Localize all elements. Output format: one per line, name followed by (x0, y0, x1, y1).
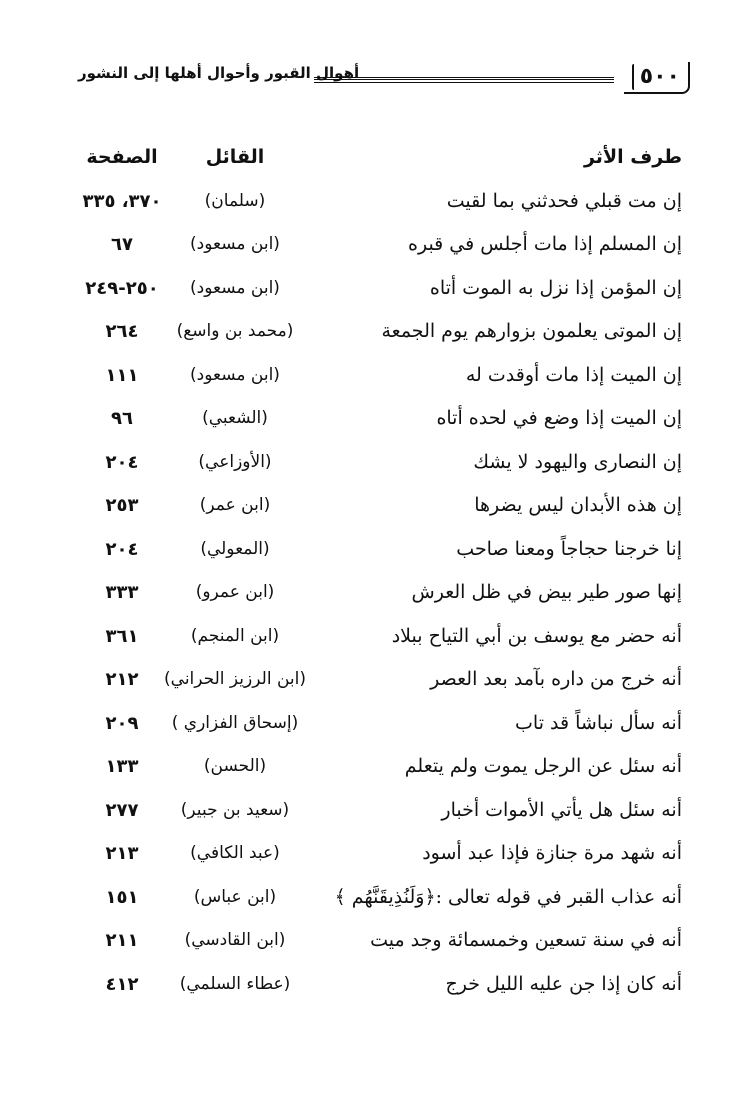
qail-name: (سعيد بن جبير) (180, 799, 290, 820)
qail-name: (الأوزاعي) (198, 451, 272, 472)
athar-text: إن المؤمن إذا نزل به الموت أتاه (429, 276, 682, 299)
athar-text: أنه خرج من داره بآمد بعد العصر (430, 668, 682, 690)
qail-name: (ابن الرزيز الحراني) (164, 669, 306, 689)
athar-text: أنه في سنة تسعين وخمسمائة وجد ميت (370, 929, 682, 951)
qail-name: (عطاء السلمي) (179, 973, 291, 994)
athar-text: أنه سئل هل يأتي الأموات أخبار (441, 798, 682, 821)
page-ref: ٢١٢ (105, 669, 139, 690)
athar-text: أنه سأل نباشاً قد تاب (515, 711, 682, 734)
table-body (70, 180, 682, 1007)
table-row (70, 180, 682, 224)
athar-text: أنه كان إذا جن عليه الليل خرج (445, 972, 682, 995)
page-ref: ٢٧٧ (105, 799, 139, 821)
qail-name: (المعولي) (200, 538, 270, 559)
athar-text: إن الميت إذا وضع في لحده أتاه (436, 407, 682, 429)
athar-text: أنه سئل عن الرجل يموت ولم يتعلم (404, 755, 682, 777)
athar-text: أنه حضر مع يوسف بن أبي التياح ببلاد (391, 624, 682, 647)
column-header-page: الصفحة (86, 146, 158, 168)
page-number: ٥٠٠ (624, 62, 690, 94)
qail-name: (محمد بن واسع) (176, 321, 294, 341)
column-header-athar: طرف الأثر (583, 146, 682, 168)
qail-name: (ابن مسعود) (190, 234, 280, 254)
page-ref: ١٥١ (105, 886, 139, 908)
athar-text: أنه عذاب القبر في قوله تعالى :﴿وَلَنُذِيقَنَّهُم ﴾ (334, 885, 682, 908)
athar-text: إن الميت إذا مات أوقدت له (465, 363, 682, 386)
qail-name: (ابن عمرو) (195, 582, 275, 602)
table-row (70, 615, 682, 659)
athar-text: إن الموتى يعلمون بزوارهم يوم الجمعة (381, 320, 682, 342)
table-row (70, 745, 682, 789)
page-ref: ٢٠٩ (105, 712, 139, 734)
table-row (70, 919, 682, 963)
page-ref: ١١١ (105, 364, 139, 386)
table-row (70, 702, 682, 746)
page-ref: ٦٧ (111, 234, 133, 255)
page-ref: ١٣٣ (105, 756, 139, 777)
page-ref: ٢١١ (105, 930, 139, 951)
page-ref: ٢٠٤ (105, 451, 139, 473)
page-ref: ٤١٢ (105, 973, 139, 995)
athar-text: إن مت قبلي فحدثني بما لقيت (446, 189, 682, 212)
table-header-row (70, 136, 682, 180)
qail-name: (ابن مسعود) (190, 364, 280, 385)
page-ref: ٣٦١ (105, 625, 139, 647)
table-row (70, 310, 682, 354)
table-row (70, 832, 682, 876)
page-ref: ٢١٣ (105, 843, 139, 864)
table-row (70, 571, 682, 615)
table-row (70, 441, 682, 485)
table-row (70, 528, 682, 572)
athar-text: إن النصارى واليهود لا يشك (473, 450, 682, 473)
page-ref: ٣٧٠، ٣٣٥ (82, 190, 162, 212)
athar-text: إن هذه الأبدان ليس يضرها (474, 494, 682, 516)
page-ref: ٢٥٣ (105, 495, 139, 516)
qail-name: (ابن عمر) (199, 495, 271, 515)
table-row (70, 397, 682, 441)
athar-index-table (70, 136, 682, 1006)
table-row (70, 963, 682, 1007)
table-row (70, 876, 682, 920)
table-row (70, 484, 682, 528)
table-row (70, 267, 682, 311)
qail-name: (إسحاق الفزاري ) (171, 712, 299, 733)
qail-name: (عبد الكافي) (190, 843, 280, 863)
qail-name: (الشعبي) (202, 408, 268, 428)
qail-name: (ابن القادسي) (184, 930, 286, 950)
athar-text: أنه شهد مرة جنازة فإذا عبد أسود (422, 842, 682, 864)
column-header-qail: القائل (205, 146, 265, 168)
page-ref: ٢٥٠-٢٤٩ (85, 277, 159, 299)
page-ref: ٢٦٤ (105, 321, 139, 342)
athar-text: إنا خرجنا حجاجاً ومعنا صاحب (456, 537, 682, 560)
header-rule-thin (314, 82, 614, 83)
qail-name: (ابن المنجم) (190, 625, 280, 646)
table-row (70, 789, 682, 833)
qail-name: (ابن مسعود) (190, 277, 280, 298)
book-title: أهوال القبور وأحوال أهلها إلى النشور (78, 64, 360, 82)
table-row (70, 223, 682, 267)
page-ref: ٩٦ (111, 408, 133, 429)
qail-name: (ابن عباس) (193, 886, 277, 907)
page-ref: ٣٣٣ (105, 582, 139, 603)
running-header (78, 62, 690, 96)
table-row (70, 354, 682, 398)
table-row (70, 658, 682, 702)
qail-name: (الحسن) (203, 756, 267, 776)
qail-name: (سلمان) (204, 190, 266, 211)
athar-text: إنها صور طير بيض في ظل العرش (411, 581, 682, 603)
page-ref: ٢٠٤ (105, 538, 139, 560)
athar-text: إن المسلم إذا مات أجلس في قبره (408, 233, 682, 255)
